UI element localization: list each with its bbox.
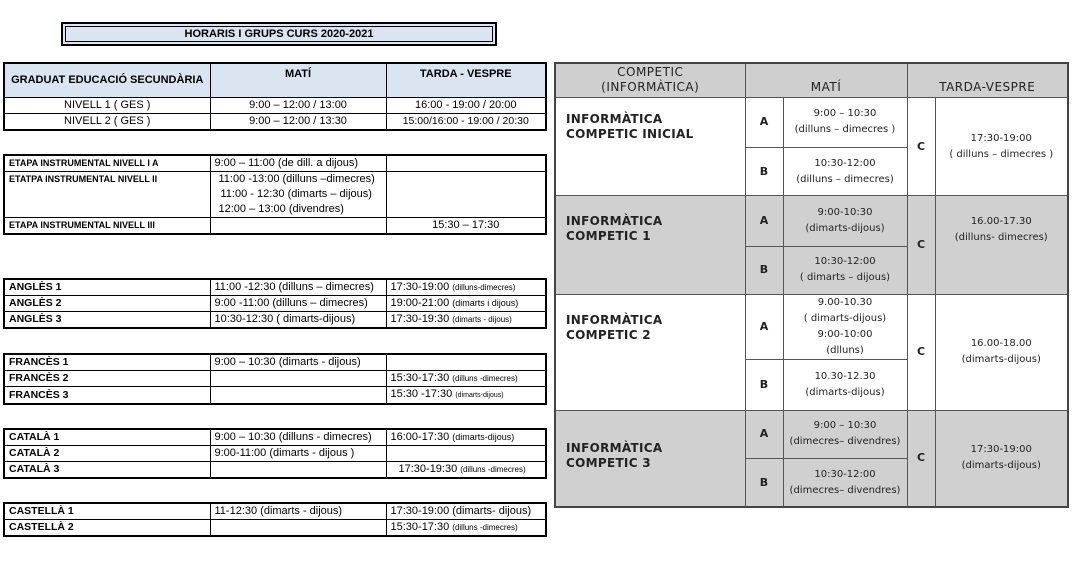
table-row: [4, 387, 546, 405]
competic-header-mati: MATÍ: [745, 63, 907, 97]
tarda-cell: [386, 446, 546, 462]
mati-cell: [210, 462, 386, 479]
group-time: 17:30-19:00: [970, 132, 1032, 144]
course-name: ANGLÈS 2: [4, 296, 210, 312]
mati-cell: [210, 172, 386, 218]
group-days: (dilluns- dimecres): [954, 232, 1048, 244]
tarda-cell: [386, 520, 546, 537]
mati-cell: [210, 520, 386, 537]
group-time: 9:00 – 10:30: [813, 420, 877, 432]
group-schedule: [783, 196, 907, 246]
table-row: [4, 279, 546, 296]
mati-cell: 9:00 – 12:00 / 13:30: [210, 114, 386, 131]
group-time: 10.30-12.30: [814, 371, 876, 383]
ges-table: [3, 62, 547, 131]
group-label: C: [907, 97, 935, 196]
table-row: [555, 97, 1068, 147]
table-row: [555, 410, 1068, 458]
group-time: 9:00 – 10:30: [813, 108, 877, 120]
group-time: 17:30-19:00: [970, 444, 1032, 456]
tarda-days: (dimarts-dijous): [455, 392, 504, 399]
tarda-time: 15:30 -17:30: [390, 388, 453, 400]
page-title: [61, 22, 497, 46]
tarda-time: 17:30-19:00: [390, 281, 450, 293]
group-label: A: [745, 410, 783, 458]
tarda-cell: [386, 296, 546, 312]
frances-table: [3, 353, 547, 405]
group-time: 9.00-10.30: [817, 297, 873, 309]
course-name: CATALÀ 2: [4, 446, 210, 462]
mati-cell: 9:00-11:00 (dimarts - dijous ): [210, 446, 386, 462]
table-row: [4, 172, 546, 218]
group-time: 16.00-18.00: [970, 338, 1032, 350]
mati-cell: 11:00 -12:30 (dilluns – dimecres): [210, 279, 386, 296]
group-label: C: [907, 410, 935, 507]
table-row: [4, 520, 546, 537]
mati-cell: 9:00 -11:00 (dilluns – dimecres): [210, 296, 386, 312]
tarda-time: 15:30-17:30: [390, 372, 450, 384]
competic-header-tarda: TARDA-VESPRE: [907, 63, 1068, 97]
course-name: NIVELL 2 ( GES ): [4, 114, 210, 131]
tarda-cell: 15:30 – 17:30: [386, 218, 546, 235]
tarda-days: (dilluns-dimecres): [452, 283, 516, 292]
group-time: 16.00-17.30: [970, 216, 1032, 228]
tarda-time: 16:00-17:30: [390, 431, 450, 443]
group-time: 10:30-12:00: [814, 256, 876, 268]
mati-line: 12:00 – 13:00 (divendres): [218, 203, 344, 215]
group-time: 9:00-10:00: [817, 329, 873, 341]
group-days: (dilluns – dimecres ): [794, 124, 896, 136]
table-row: [555, 295, 1068, 360]
group-label: C: [907, 196, 935, 295]
page-title-text: HORARIS I GRUPS CURS 2020-2021: [184, 28, 374, 40]
competic-header-row: [555, 63, 1068, 97]
group-days: (dimecres– divendres): [789, 436, 901, 448]
table-row: [4, 155, 546, 172]
course-name: FRANCÈS 1: [4, 354, 210, 371]
tarda-cell: [386, 279, 546, 296]
course-name: ETAPA INSTRUMENTAL NIVELL III: [4, 218, 210, 235]
ges-header-tarda: TARDA - VESPRE: [386, 63, 546, 98]
ges-header-row: [4, 63, 546, 98]
group-label: A: [745, 97, 783, 147]
mati-cell: 9:00 – 12:00 / 13:00: [210, 98, 386, 114]
group-schedule: [935, 97, 1068, 196]
tarda-cell: [386, 371, 546, 387]
tarda-cell: 16:00 - 19:00 / 20:00: [386, 98, 546, 114]
mati-cell: 9:00 – 11:00 (de dill. a dijous): [210, 155, 386, 172]
tarda-time: 19:00-21:00: [390, 297, 450, 309]
etapa-table: [3, 154, 547, 235]
tarda-cell: [386, 312, 546, 329]
course-name: CATALÀ 1: [4, 429, 210, 446]
group-label: A: [745, 196, 783, 246]
competic-table: [554, 62, 1069, 508]
course-name: INFORMÀTICA COMPETIC 3: [555, 410, 745, 507]
group-days: ( dimarts – dijous): [799, 272, 891, 284]
mati-cell: 9:00 – 10:30 (dimarts - dijous): [210, 354, 386, 371]
tarda-time: 17:30-19:00 (dimarts- dijous): [390, 505, 532, 517]
group-schedule: [783, 459, 907, 507]
tarda-time: 17:30-19:30: [398, 463, 458, 475]
angles-table: [3, 278, 547, 329]
course-name: ANGLÈS 3: [4, 312, 210, 329]
group-days: (dilluns – dimecres): [796, 173, 894, 185]
group-schedule: [935, 196, 1068, 295]
group-days: (dimecres– divendres): [789, 484, 901, 496]
mati-cell: [210, 371, 386, 387]
tarda-cell: [386, 429, 546, 446]
course-name: ETAPA INSTRUMENTAL NIVELL I A: [4, 155, 210, 172]
table-row: [4, 371, 546, 387]
course-name: INFORMÀTICA COMPETIC 1: [555, 196, 745, 295]
table-row: [4, 446, 546, 462]
group-schedule: [783, 360, 907, 410]
mati-cell: [210, 218, 386, 235]
catala-table: [3, 428, 547, 479]
group-label: A: [745, 295, 783, 360]
tarda-days: (dimarts - dijous): [452, 315, 512, 324]
table-row: [555, 196, 1068, 246]
competic-header-line1: COMPETIC: [617, 65, 684, 80]
competic-header-course: [555, 63, 745, 97]
group-label: B: [745, 148, 783, 196]
group-time: 10:30-12:00: [814, 468, 876, 480]
group-schedule: [783, 410, 907, 458]
group-schedule: [783, 97, 907, 147]
course-name: NIVELL 1 ( GES ): [4, 98, 210, 114]
course-name: CASTELLÀ 2: [4, 520, 210, 537]
table-row: [4, 354, 546, 371]
course-name: FRANCÈS 2: [4, 371, 210, 387]
tarda-cell: [386, 462, 546, 479]
tarda-time: 15:30-17:30: [390, 521, 450, 533]
table-row: [4, 98, 546, 114]
table-row: [4, 114, 546, 131]
group-label: B: [745, 360, 783, 410]
group-time: 10:30-12:00: [814, 157, 876, 169]
tarda-days: (dilluns -dimecres): [452, 523, 518, 532]
tarda-cell: [386, 387, 546, 405]
tarda-days: (dilluns -dimecres): [452, 374, 518, 383]
group-days: (dimarts-dijous): [805, 223, 885, 235]
tarda-days: (dimarts-dijous): [452, 432, 515, 442]
mati-cell: 9:00 – 10:30 (dilluns - dimecres): [210, 429, 386, 446]
group-time: 9:00-10:30: [817, 207, 873, 219]
group-days: ( dilluns – dimecres ): [949, 148, 1054, 160]
group-schedule: [935, 410, 1068, 507]
ges-header-mati: MATÍ: [210, 63, 386, 98]
course-name: CATALÀ 3: [4, 462, 210, 479]
group-label: B: [745, 246, 783, 294]
castella-table: [3, 502, 547, 537]
group-days: (dimarts-dijous): [961, 354, 1041, 366]
group-schedule: [783, 246, 907, 294]
mati-cell: 10:30-12:30 ( dimarts-dijous): [210, 312, 386, 329]
group-schedule: [783, 295, 907, 360]
tarda-cell: 15:00/16:00 - 19:00 / 20:30: [386, 114, 546, 131]
group-label: B: [745, 459, 783, 507]
course-name: ETATPA INSTRUMENTAL NIVELL II: [4, 172, 210, 218]
course-name: FRANCÈS 3: [4, 387, 210, 405]
group-label: C: [907, 295, 935, 411]
ges-header-course: GRADUAT EDUCACIÓ SECUNDÀRIA: [4, 63, 210, 98]
mati-cell: [210, 387, 386, 405]
tarda-cell: [386, 354, 546, 371]
table-row: [4, 218, 546, 235]
group-days: (dimarts-dijous): [961, 460, 1041, 472]
table-row: [4, 312, 546, 329]
mati-line: 11:00 -13:00 (dilluns –dimecres): [218, 173, 375, 185]
group-days: (dimarts-dijous): [805, 387, 885, 399]
tarda-time: 17:30-19:30: [390, 313, 450, 325]
course-name: CASTELLÀ 1: [4, 503, 210, 520]
competic-header-line2: (INFORMÀTICA): [601, 80, 700, 95]
tarda-cell: [386, 503, 546, 520]
tarda-cell: [386, 172, 546, 218]
table-row: [4, 503, 546, 520]
tarda-cell: [386, 155, 546, 172]
group-days: (dlluns): [826, 345, 864, 357]
table-row: [4, 462, 546, 479]
group-days: ( dimarts-dijous): [803, 313, 887, 325]
group-schedule: [783, 148, 907, 196]
course-name: INFORMÀTICA COMPETIC INICIAL: [555, 97, 745, 196]
group-schedule: [935, 295, 1068, 411]
table-row: [4, 429, 546, 446]
tarda-days: (dilluns -dimecres): [460, 465, 526, 474]
tarda-days: (dimarts i dijous): [452, 298, 519, 308]
course-name: INFORMÀTICA COMPETIC 2: [555, 295, 745, 411]
table-row: [4, 296, 546, 312]
course-name: ANGLÈS 1: [4, 279, 210, 296]
mati-cell: 11-12:30 (dimarts - dijous): [210, 503, 386, 520]
mati-line: 11:00 - 12:30 (dimarts – dijous): [220, 188, 372, 200]
